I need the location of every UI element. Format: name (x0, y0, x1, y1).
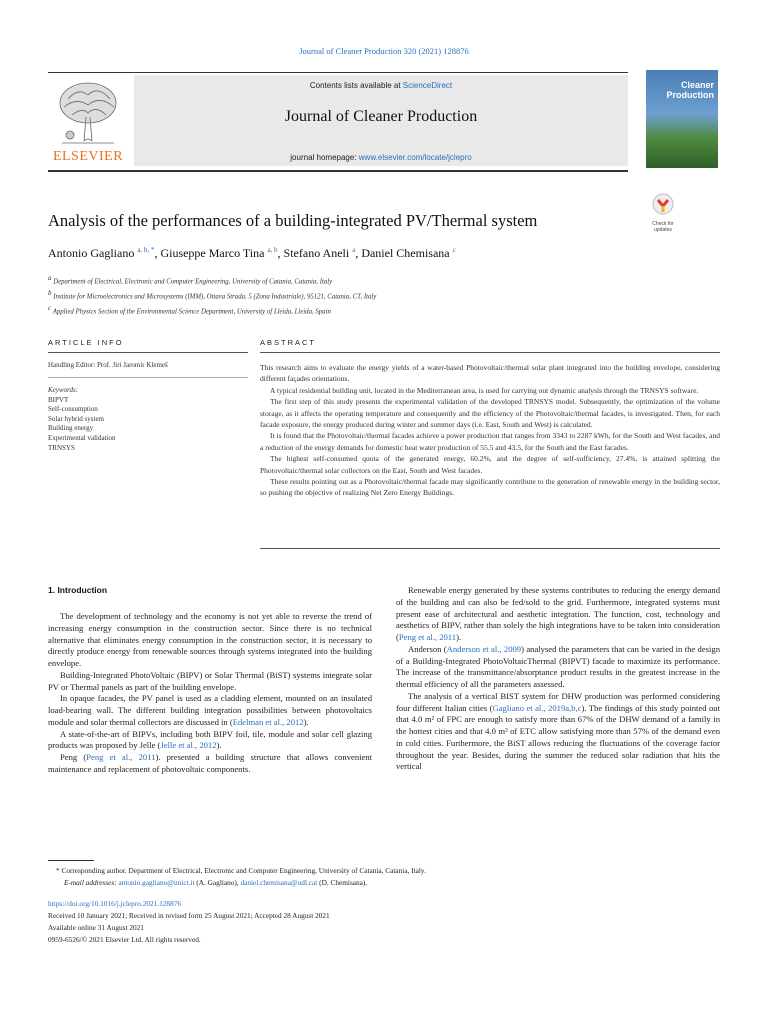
journal-cover-image (646, 70, 718, 168)
keywords-label: Keywords: (48, 386, 79, 394)
body-column-right (396, 585, 720, 773)
abstract-rule-bottom (260, 548, 720, 549)
body-text: Building-Integrated PhotoVoltaic (BIPV) or Solar Thermal (BiST) systems integrate solar PV or Thermal panels as part of the building envelope. (48, 669, 372, 692)
journal-citation[interactable]: Journal of Cleaner Production 320 (2021) 128876 (299, 46, 469, 56)
keywords-block (48, 386, 248, 453)
available-online: Available online 31 August 2021 (48, 923, 144, 932)
author-affiliation-sup[interactable]: a, b (267, 246, 278, 254)
keyword-item: Building energy (48, 424, 94, 433)
abstract-rule (260, 352, 720, 353)
body-text: The analysis of a vertical BIST system for DHW production was performed considering four different Italian cities ( (396, 690, 720, 713)
homepage-prefix: journal homepage: (290, 153, 359, 162)
email-link[interactable]: daniel.chemisana@udl.cat (240, 878, 318, 887)
cover-title-line2: Production (666, 90, 714, 100)
body-paragraph (48, 729, 372, 753)
copyright-line: 0959-6526/© 2021 Elsevier Ltd. All rights reserved. (48, 935, 201, 944)
header-rule-top (48, 72, 628, 73)
author-name[interactable]: Daniel Chemisana (361, 246, 450, 260)
keywords-list (48, 396, 248, 454)
author-name[interactable]: Antonio Gagliano (48, 246, 135, 260)
body-text: ). The findings of this study pointed out that 4.0 m² of FPC are enough to satisfy more than 67% of the DHW demand of a family in the hottest cities and that 4.0 m² of ETC allow satisfying more than 57% of the demand even in cold cities. Furthermore, the BiST allows reducing the fluctuations of the coverage factor throughout the year. Besides, during the summer the reduced solar radiation that hits the vertical (396, 702, 720, 772)
body-paragraph (396, 691, 720, 773)
body-paragraph (48, 693, 372, 728)
article-info-rule-2 (48, 377, 248, 378)
abstract-heading: ABSTRACT (260, 338, 317, 347)
abstract-paragraph: The first step of this study presents the experimental validation of the developed TRNSYS model. Subsequently, the optimization of the volume storage, as it affects the operating temperature and consequently and the efficiency of the Photovoltaic/thermal facades, is investigated. Then, for each facade exposure, the energy produced during winter and summer days (i.e. East, South and West) is calculated. (260, 397, 720, 430)
abstract-paragraph: The highest self-consumed quota of the generated energy, 60.2%, and the degree of self-sufficiency, 27.4%, is attained splitting the Photovoltaic/thermal solar collectors on the East, South and West facades. (260, 454, 720, 475)
contents-prefix: Contents lists available at (309, 81, 403, 90)
email-label: E-mail addresses: (64, 878, 119, 887)
email-owner: (A. Gagliano), (194, 878, 241, 887)
affiliation-item: $^a$ Department of Electrical, Electronic and Computer Engineering, University of Catania, Catania, Italy (48, 274, 333, 286)
body-text: Renewable energy generated by these systems contributes to reducing the energy demand of the building and can also be fed/sold to the grid. Furthermore, integrated systems must present ease of architectural and aesthetic integration. The function, cost, technology and aesthetics of BIPV, rather than solely the high integrations have to be taken into consideration ( (396, 585, 720, 642)
contents-line (134, 81, 628, 90)
body-text: ). (216, 740, 222, 751)
body-text: ). (456, 632, 462, 642)
header-rule-bottom (48, 170, 628, 172)
email-note (48, 877, 728, 889)
cover-title-line1: Cleaner (680, 80, 714, 90)
reference-link[interactable]: Anderson et al., 2009 (446, 643, 522, 654)
affiliation-item: $^c$ Applied Physics Section of the Environmental Science Department, University of Lleida, Lleida, Spain (48, 303, 331, 315)
author-affiliation-sup[interactable]: a, b, * (137, 246, 155, 254)
body-text: The development of technology and the economy is not yet able to reverse the trend of increasing energy consumption in the construction sector. Since there is no technical alternative that eliminates energy consumption in the construction sector, it is necessary to directly produce energy from renewable sources through systems integrated into the building envelope. (48, 611, 372, 668)
body-paragraph (48, 752, 372, 776)
journal-name: Journal of Cleaner Production (284, 108, 478, 125)
keyword-item: BIPVT (48, 395, 69, 404)
received-dates: Received 10 January 2021; Received in revised form 25 August 2021; Accepted 28 August 2021 (48, 911, 330, 920)
publication-info (48, 898, 728, 946)
keyword-item: Solar hybrid system (48, 414, 104, 423)
author-affiliation-sup[interactable]: a (352, 246, 356, 254)
corresponding-author-note: * Corresponding author. Department of Electrical, Electronic and Computer Engineering, University of Catania, Catania, Italy. (56, 866, 426, 875)
cover-title (667, 80, 715, 100)
author-name[interactable]: Giuseppe Marco Tina (160, 246, 265, 260)
article-info-rule (48, 352, 248, 353)
abstract-paragraph: These results pointing out as a Photovoltaic/thermal facade may significantly contribute to the generation of renewable energy in the building sector, so pushing the objective of realizing Net Zero Energy Buildings. (260, 477, 720, 498)
doi-link[interactable]: https://doi.org/10.1016/j.jclepro.2021.128876 (48, 899, 182, 908)
body-column-left (48, 611, 372, 776)
reference-link[interactable]: Peng et al., 2011 (398, 632, 457, 642)
author-list: Antonio Gagliano $^{a, b, *}$, Giuseppe Marco Tina $^{a, b}$, Stefano Aneli $^a$, Daniel Chemisana $^c$ (48, 246, 456, 260)
abstract-paragraph: It is found that the Photovoltaic/thermal facades achieve a power production that ranges from 3343 to 2287 kWh, for the South and West facades, and a reduction of the energy demands for domestic heat water production of 55.5 and 43.5, for the South and the East facades. (260, 431, 720, 452)
crossmark-line2: updates (654, 227, 672, 233)
publisher-logo-text: ELSEVIER (52, 149, 124, 164)
section-heading: 1. Introduction (48, 585, 108, 595)
body-paragraph (396, 585, 720, 644)
crossmark-line1: Check for (652, 221, 674, 227)
body-paragraph (48, 611, 372, 670)
abstract-body (260, 362, 720, 499)
article-title: Analysis of the performances of a building-integrated PV/Thermal system (48, 211, 538, 230)
body-text: Anderson ( (408, 643, 447, 654)
reference-link[interactable]: Edelman et al., 2012 (232, 716, 304, 727)
reference-link[interactable]: Peng et al., 2011 (86, 752, 156, 762)
article-info-heading: ARTICLE INFO (48, 338, 124, 347)
body-paragraph (396, 644, 720, 691)
body-text: A state-of-the-art of BIPVs, including both BIPV foil, tile, module and solar cell glazing products was proposed by Jelle ( (48, 728, 372, 751)
body-text: ). presented a building structure that allows convenient maintenance and replacement of photovoltaic components. (48, 752, 373, 774)
body-text: ) analysed the parameters that can be varied in the design of a Building-Integrated PhotoVoltaicThermal (BIPVT) facade to maximize its performance. The increase of the transmittance/absorptance product results in the greatest increase in the thermal efficiency of all the parameters assessed. (396, 643, 720, 689)
body-paragraph (48, 670, 372, 694)
handling-editor: Handling Editor: Prof. Jiri Jaromir Klemeš (48, 361, 168, 369)
body-text: Peng ( (60, 752, 87, 762)
affiliation-item: $^b$ Institute for Microelectronics and Microsystems (IMM), Ottava Strada, 5 (Zona Industriale), 95121, Catania, CT, Italy (48, 288, 377, 301)
author-name[interactable]: Stefano Aneli (283, 246, 350, 260)
keyword-item: TRNSYS (48, 443, 75, 452)
footnotes (48, 865, 728, 889)
abstract-paragraph: This research aims to evaluate the energy yields of a water-based Photovoltaic/thermal solar plant integrated into the building envelope, considering different façades orientations. (260, 363, 720, 384)
sciencedirect-link[interactable]: ScienceDirect (402, 81, 453, 90)
body-text: In opaque facades, the PV panel is used as a cladding element, mounted on an insulated load-bearing wall. The different building integration possibilities between photovoltaics module and solar thermal collectors are discussed in ( (48, 693, 372, 727)
reference-link[interactable]: Jelle et al., 2012 (160, 740, 217, 751)
journal-homepage (134, 153, 628, 162)
affiliations (48, 273, 648, 317)
homepage-link[interactable]: www.elsevier.com/locate/jclepro (358, 153, 472, 162)
author-affiliation-sup[interactable]: c (452, 246, 456, 254)
body-text: ). (303, 716, 309, 727)
keyword-item: Self-consumption (48, 405, 98, 414)
keyword-item: Experimental validation (48, 433, 116, 442)
abstract-paragraph: A typical residential building unit, located in the Mediterranean area, is used for carrying out dynamic analysis through the TRNSYS software. (270, 385, 699, 395)
reference-link[interactable]: Gagliano et al., 2019a,b,c (492, 702, 582, 713)
crossmark-icon (650, 192, 676, 216)
footnote-rule (48, 860, 94, 861)
email-link[interactable]: antonio.gagliano@unict.it (118, 878, 195, 887)
email-owner: (D. Chemisana). (317, 878, 368, 887)
check-for-updates-badge[interactable] (646, 192, 680, 232)
